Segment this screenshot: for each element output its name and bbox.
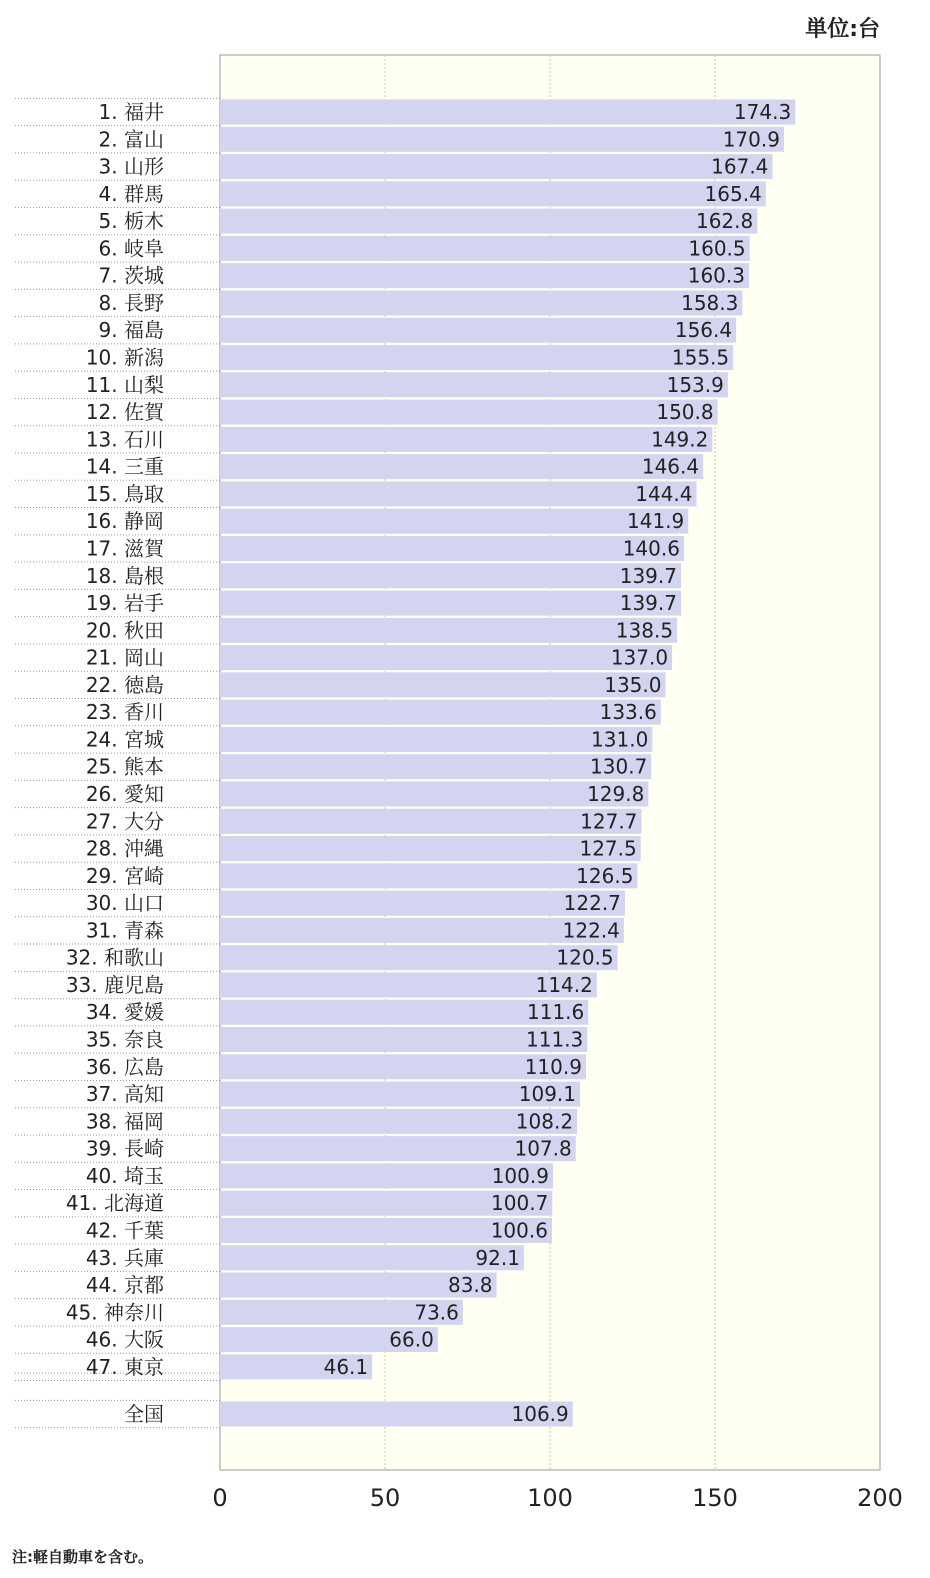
value-label: 127.5: [579, 836, 637, 861]
value-label: 150.8: [656, 400, 714, 425]
category-label: 12. 佐賀: [85, 400, 164, 425]
value-label: 174.3: [733, 100, 792, 124]
value-label: 129.8: [587, 782, 645, 806]
category-label: 2. 富山: [98, 127, 164, 152]
category-label: 36. 広島: [85, 1054, 164, 1079]
category-label: 9. 福島: [98, 318, 164, 343]
category-label: 44. 京都: [85, 1273, 164, 1298]
category-label: 6. 岐阜: [98, 236, 164, 261]
bar: [220, 836, 641, 861]
category-label: 27. 大分: [85, 809, 164, 834]
category-label: 5. 栃木: [98, 209, 164, 234]
value-label: 140.6: [622, 536, 680, 561]
category-label: 22. 徳島: [85, 672, 164, 697]
x-tick-label: 150: [692, 1484, 738, 1512]
value-label: 138.5: [615, 618, 674, 643]
value-label: 165.4: [704, 181, 762, 206]
value-label: 139.7: [619, 563, 678, 588]
category-label: 35. 奈良: [85, 1027, 164, 1052]
value-label: 137.0: [610, 645, 669, 670]
value-label: 46.1: [323, 1354, 369, 1379]
category-label: 29. 宮崎: [85, 863, 164, 888]
value-label: 162.8: [695, 209, 754, 234]
value-label: 120.5: [556, 945, 614, 970]
bar: [220, 591, 681, 616]
value-label: 66.0: [389, 1327, 434, 1352]
category-label: 18. 島根: [85, 563, 164, 588]
bar: [220, 645, 672, 670]
value-label: 155.5: [671, 345, 730, 370]
value-label: 158.3: [681, 290, 739, 315]
bar: [220, 209, 757, 234]
category-label: 11. 山梨: [85, 372, 164, 397]
bar: [220, 672, 666, 697]
value-label: 144.4: [635, 481, 693, 506]
bar: [220, 372, 728, 397]
value-label: 122.7: [563, 891, 621, 916]
category-label: 42. 千葉: [85, 1218, 164, 1243]
bar: [220, 727, 652, 752]
value-label: 111.6: [527, 1000, 585, 1025]
category-label: 45. 神奈川: [65, 1300, 164, 1325]
category-label: 7. 茨城: [98, 263, 164, 288]
bar: [220, 563, 681, 588]
value-label: 107.8: [514, 1136, 572, 1161]
category-label: 28. 沖縄: [85, 836, 164, 861]
category-label: 33. 鹿児島: [65, 972, 164, 997]
category-label: 40. 埼玉: [85, 1163, 164, 1188]
value-label: 160.5: [688, 236, 746, 261]
value-label: 111.3: [526, 1027, 584, 1052]
bar: [220, 181, 766, 206]
bar: [220, 100, 795, 125]
bar: [220, 509, 688, 534]
category-label-total: 全国: [124, 1402, 164, 1426]
value-label-total: 106.9: [511, 1402, 569, 1426]
x-tick-label: 200: [857, 1484, 903, 1512]
value-label: 153.9: [666, 372, 724, 397]
category-label: 17. 滋賀: [85, 536, 164, 561]
category-label: 16. 静岡: [85, 509, 164, 534]
category-label: 38. 福岡: [85, 1109, 164, 1134]
category-label: 32. 和歌山: [65, 945, 164, 970]
value-label: 73.6: [414, 1300, 459, 1325]
bar: [220, 400, 718, 425]
bar: [220, 754, 651, 779]
category-label: 8. 長野: [98, 290, 164, 315]
bar: [220, 127, 784, 152]
category-label: 1. 福井: [98, 100, 164, 124]
category-label: 13. 石川: [85, 427, 164, 452]
category-label: 19. 岩手: [85, 591, 164, 616]
value-label: 133.6: [599, 700, 657, 725]
value-label: 127.7: [580, 809, 638, 834]
bar: [220, 154, 772, 179]
category-label: 34. 愛媛: [85, 1000, 164, 1025]
category-label: 41. 北海道: [65, 1191, 164, 1216]
value-label: 92.1: [475, 1245, 520, 1270]
value-label: 114.2: [535, 972, 593, 997]
category-label: 3. 山形: [98, 154, 164, 179]
bar: [220, 481, 697, 506]
category-label: 39. 長崎: [85, 1136, 164, 1161]
bar: [220, 236, 750, 261]
value-label: 170.9: [722, 127, 780, 152]
value-label: 122.4: [562, 918, 620, 943]
value-label: 156.4: [674, 318, 733, 343]
category-label: 30. 山口: [85, 891, 164, 916]
bar: [220, 454, 703, 479]
value-label: 83.8: [448, 1273, 493, 1298]
bar: [220, 782, 648, 807]
category-label: 21. 岡山: [85, 645, 164, 670]
value-label: 100.7: [491, 1191, 549, 1216]
category-label: 4. 群馬: [98, 181, 164, 206]
category-label: 23. 香川: [85, 700, 164, 725]
value-label: 131.0: [591, 727, 649, 752]
category-label: 43. 兵庫: [85, 1245, 164, 1270]
value-label: 139.7: [619, 591, 678, 616]
x-tick-label: 50: [369, 1484, 401, 1512]
value-label: 108.2: [515, 1109, 574, 1134]
category-label: 14. 三重: [85, 454, 164, 479]
value-label: 146.4: [641, 454, 700, 479]
bar: [220, 263, 749, 288]
value-label: 126.5: [576, 863, 634, 888]
bar: [220, 345, 733, 370]
category-label: 31. 青森: [85, 918, 164, 943]
category-label: 25. 熊本: [85, 754, 164, 779]
value-label: 167.4: [711, 154, 769, 179]
value-label: 160.3: [687, 263, 745, 288]
x-tick-label: 0: [212, 1484, 228, 1512]
value-label: 100.6: [490, 1218, 548, 1243]
bar: [220, 618, 677, 643]
value-label: 130.7: [590, 754, 648, 779]
bar: [220, 427, 712, 452]
value-label: 135.0: [604, 672, 662, 697]
category-label: 46. 大阪: [85, 1327, 164, 1352]
value-label: 100.9: [491, 1163, 549, 1188]
value-label: 149.2: [651, 427, 709, 452]
bar: [220, 318, 736, 343]
bar: [220, 536, 684, 561]
bar: [220, 700, 661, 725]
category-label: 47. 東京: [85, 1354, 164, 1379]
category-label: 20. 秋田: [85, 618, 164, 643]
unit-label: 単位:台: [805, 17, 880, 42]
bar: [220, 863, 637, 888]
category-label: 15. 鳥取: [85, 481, 164, 506]
bar: [220, 809, 641, 834]
category-label: 37. 高知: [85, 1082, 164, 1107]
bar: [220, 290, 742, 315]
category-label: 24. 宮城: [85, 727, 164, 752]
value-label: 109.1: [518, 1082, 577, 1107]
value-label: 141.9: [627, 509, 685, 534]
value-label: 110.9: [524, 1054, 582, 1079]
x-tick-label: 100: [527, 1484, 573, 1512]
footnote: 注:軽自動車を含む。: [12, 1548, 153, 1566]
category-label: 26. 愛知: [85, 782, 164, 806]
category-label: 10. 新潟: [85, 345, 164, 370]
